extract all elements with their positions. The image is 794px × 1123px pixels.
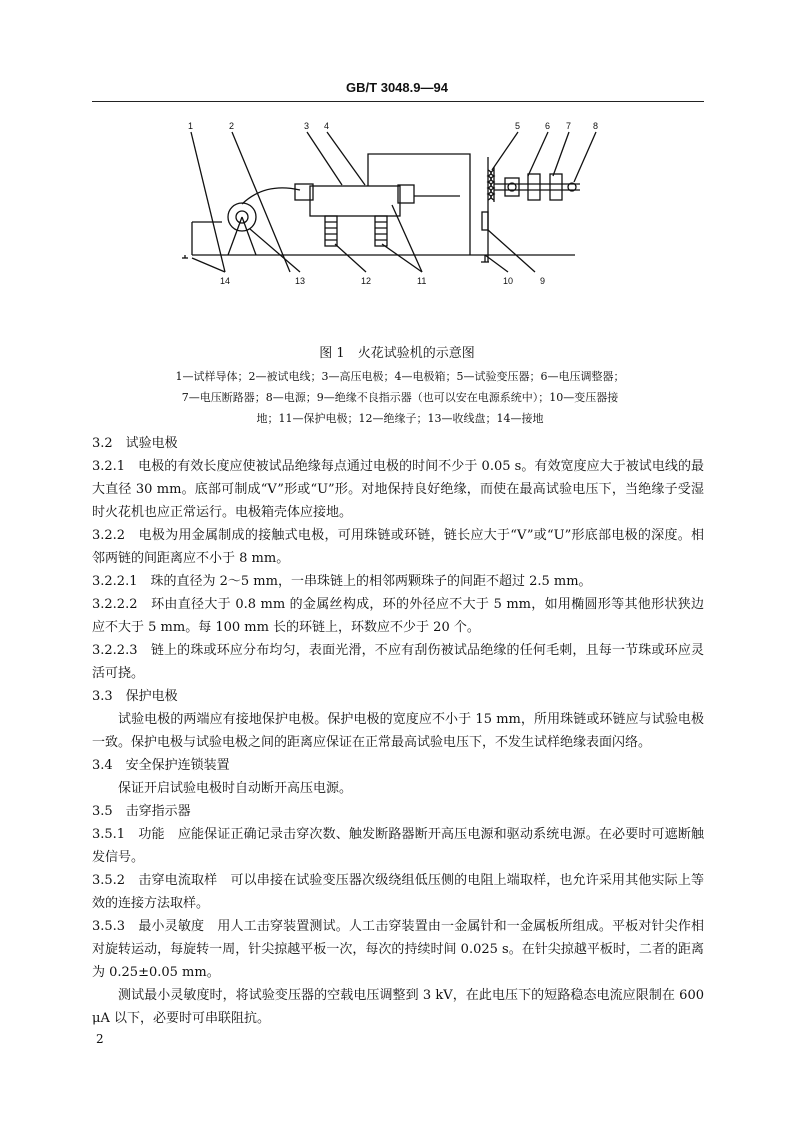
clause-3-2-2-2: 3.2.2.2 环由直径大于 0.8 mm 的金属丝构成，环的外径应不大于 5 mm，如用椭圆形等其他形状狭边应不大于 5 mm。每 100 mm 长的环链上，环数应不少于 20 个。 — [92, 597, 704, 635]
callout-6: 6 — [545, 121, 551, 131]
callout-11: 11 — [417, 276, 427, 286]
clause-3-5-1: 3.5.1 功能 应能保证正确记录击穿次数、触发断路器断开高压电源和驱动系统电源。在必要时可遮断触发信号。 — [92, 827, 704, 865]
spark-tester-diagram — [170, 112, 630, 332]
clause-3-5-3: 3.5.3 最小灵敏度 用人工击穿装置测试。人工击穿装置由一金属针和一金属板所组成。平板对针尖作相对旋转运动，每旋转一周，针尖掠越平板一次，每次的持续时间 0.025 s。在针尖掠越平板时，二者的距离为 0.25±0.05 mm。 — [92, 919, 704, 980]
clause-3-2-2-3: 3.2.2.3 链上的珠或环应分布均匀，表面光滑，不应有刮伤被试品绝缘的任何毛刺，且每一节珠或环应灵活可挠。 — [92, 643, 704, 681]
callout-10: 10 — [503, 276, 514, 286]
callout-14: 14 — [220, 276, 231, 286]
figure-caption: 图 1 火花试验机的示意图 — [319, 346, 475, 361]
clause-3-2-2: 3.2.2 电极为用金属制成的接触式电极，可用珠链或环链，链长应大于“V”或“U”形底部电极的深度。相邻两链的间距离应不小于 8 mm。 — [92, 528, 704, 566]
clause-3-5-2: 3.5.2 击穿电流取样 可以串接在试验变压器次级绕组低压侧的电阻上端取样，也允许采用其他实际上等效的连接方法取样。 — [92, 873, 704, 911]
callout-13: 13 — [295, 276, 306, 286]
clause-3-2-2-1: 3.2.2.1 珠的直径为 2～5 mm，一串珠链上的相邻两颗珠子的间距不超过 2.5 mm。 — [92, 574, 592, 589]
clause-3-4-text: 保证开启试验电极时自动断开高压电源。 — [118, 781, 353, 796]
figure-legend-line: 1—试样导体；2—被试电线；3—高压电极；4—电极箱；5—试验变压器；6—电压调整器； — [175, 370, 625, 383]
diagram-callouts — [188, 121, 598, 286]
figure-legend-line: 7—电压断路器；8—电源；9—绝缘不良指示器（也可以安在电源系统中）；10—变压器接 — [181, 391, 619, 404]
standard-code-header: GB/T 3048.9—94 — [346, 80, 448, 95]
callout-3: 3 — [304, 121, 310, 131]
heading-3-4: 3.4 安全保护连锁装置 — [92, 758, 230, 773]
callout-8: 8 — [593, 121, 599, 131]
clause-3-2-1: 3.2.1 电极的有效长度应使被试品绝缘每点通过电极的时间不少于 0.05 s。有效宽度应大于被试电线的最大直径 30 mm。底部可制成“V”形或“U”形。对地保持良好绝缘，而使在最高试验电压下，当绝缘子受湿时火花机也应正常运行。电极箱壳体应接地。 — [92, 459, 704, 520]
callout-5: 5 — [515, 121, 521, 131]
callout-2: 2 — [229, 121, 235, 131]
heading-3-2: 3.2 试验电极 — [92, 436, 178, 451]
heading-3-5: 3.5 击穿指示器 — [92, 804, 191, 819]
callout-9: 9 — [540, 276, 546, 286]
figure-legend-line: 地；11—保护电极；12—绝缘子；13—收线盘；14—接地 — [256, 412, 544, 425]
clause-3-5-3-test: 测试最小灵敏度时，将试验变压器的空载电压调整到 3 kV，在此电压下的短路稳态电流应限制在 600 μA 以下，必要时可串联阻抗。 — [92, 988, 704, 1026]
heading-3-3: 3.3 保护电极 — [92, 689, 178, 704]
page-number: 2 — [96, 1032, 104, 1046]
callout-12: 12 — [361, 276, 372, 286]
callout-4: 4 — [324, 121, 330, 131]
callout-7: 7 — [566, 121, 572, 131]
header-rule — [92, 101, 704, 102]
body-text — [92, 432, 704, 1030]
clause-3-3-text: 试验电极的两端应有接地保护电极。保护电极的宽度应不小于 15 mm，所用珠链或环链应与试验电极一致。保护电极与试验电极之间的距离应保证在正常最高试验电压下，不发生试样绝缘表面闪络。 — [92, 712, 704, 750]
callout-1: 1 — [188, 121, 194, 131]
diagram-lines — [182, 132, 596, 272]
